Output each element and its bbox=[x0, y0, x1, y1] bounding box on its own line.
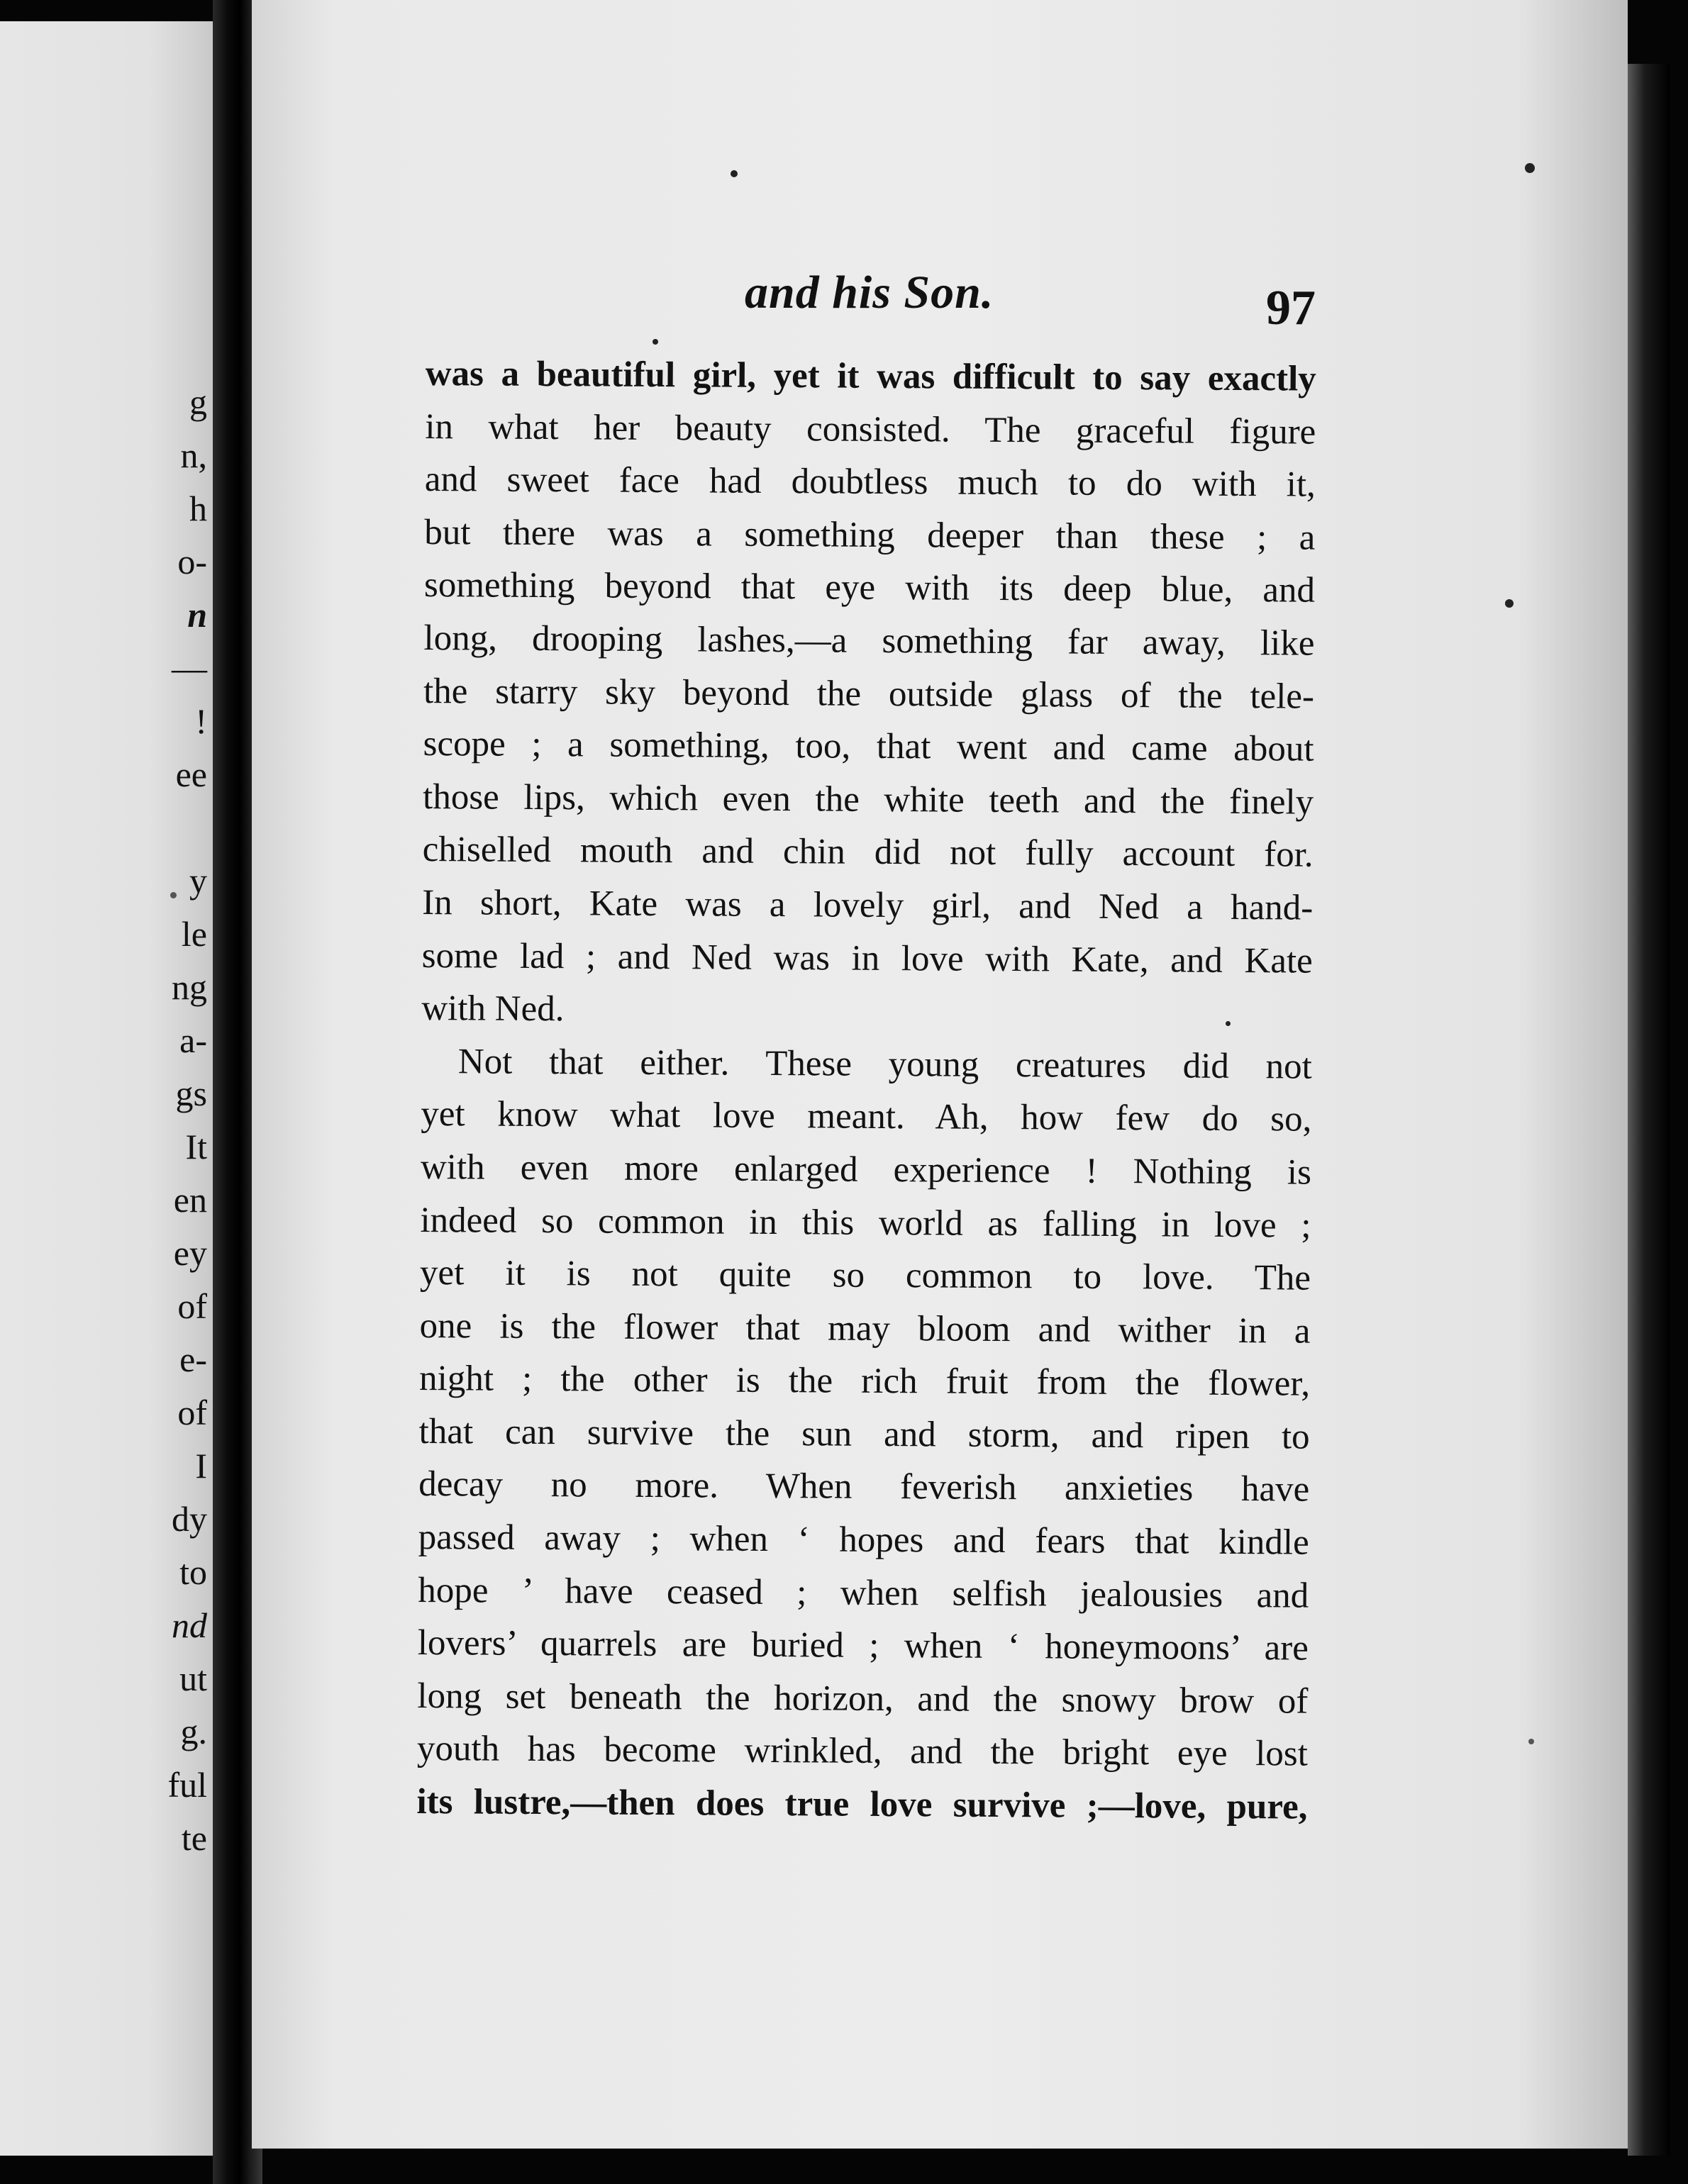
text-line: those lips, which even the white teeth and the finely bbox=[422, 776, 1314, 823]
left-line-end: of bbox=[177, 1286, 207, 1326]
scan-speck bbox=[731, 170, 738, 177]
text-line: in what her beauty consisted. The graceful figure bbox=[425, 406, 1316, 452]
left-line-end: ee bbox=[175, 754, 207, 794]
text-line: scope ; a something, too, that went and came about bbox=[423, 724, 1314, 769]
left-line-end: ng bbox=[172, 967, 207, 1007]
left-line-end: h bbox=[189, 489, 207, 528]
left-line-end: gs bbox=[175, 1074, 207, 1113]
left-line-end: a- bbox=[179, 1020, 207, 1060]
left-line-end: It bbox=[185, 1127, 207, 1166]
left-line-end: g. bbox=[180, 1712, 207, 1751]
text-line: something beyond that eye with its deep blue, and bbox=[423, 565, 1316, 611]
page-number: 97 bbox=[1266, 281, 1316, 335]
scan-speck bbox=[653, 339, 658, 345]
text-line: chiselled mouth and chin did not fully account for. bbox=[422, 830, 1314, 876]
text-line: that can survive the sun and storm, and ripen to bbox=[418, 1411, 1310, 1457]
text-line: In short, Kate was a lovely girl, and Ned a hand- bbox=[422, 882, 1314, 928]
text-line: and sweet face had doubtless much to do with it, bbox=[424, 459, 1316, 505]
left-line-end: te bbox=[181, 1818, 207, 1858]
text-line: the starry sky beyond the outside glass of the tele- bbox=[423, 671, 1315, 717]
text-line: one is the flower that may bloom and wither in a bbox=[419, 1305, 1311, 1352]
left-line-end: le bbox=[181, 914, 207, 954]
left-line-end: y bbox=[189, 861, 207, 901]
text-line: passed away ; when ‘ hopes and fears that kindle bbox=[418, 1517, 1309, 1563]
left-line-end: g bbox=[189, 382, 207, 422]
left-line-end: n, bbox=[180, 435, 207, 475]
left-line-end: nd bbox=[172, 1605, 207, 1645]
text-line: yet know what love meant. Ah, how few do so, bbox=[421, 1094, 1312, 1140]
text-line: yet it is not quite so common to love. The bbox=[419, 1253, 1311, 1298]
scan-speck bbox=[1226, 1021, 1231, 1026]
left-line-end: n bbox=[187, 595, 207, 635]
running-head: and his Son. bbox=[745, 267, 994, 318]
left-line-end: I bbox=[195, 1446, 207, 1486]
left-line-end: — bbox=[172, 648, 207, 688]
scan-speck bbox=[170, 892, 177, 898]
text-line: but there was a something deeper than these ; a bbox=[424, 512, 1316, 558]
left-line-end: ful bbox=[167, 1765, 207, 1805]
text-line: some lad ; and Ned was in love with Kate, and Kate bbox=[421, 935, 1313, 981]
left-line-end: ut bbox=[179, 1659, 207, 1698]
body-text bbox=[416, 347, 1316, 1834]
left-line-end: e- bbox=[179, 1339, 207, 1379]
left-line-end: to bbox=[179, 1552, 207, 1592]
left-line-end: ey bbox=[173, 1233, 207, 1273]
left-line-end: of bbox=[177, 1393, 207, 1432]
scan-speck bbox=[1505, 599, 1514, 608]
left-line-end: dy bbox=[172, 1499, 207, 1539]
text-line: long set beneath the horizon, and the snowy brow of bbox=[417, 1676, 1309, 1722]
text-line: with even more enlarged experience ! Nothing is bbox=[420, 1147, 1312, 1193]
text-line: youth has become wrinkled, and the bright eye lost bbox=[416, 1729, 1309, 1775]
text-line: hope ’ have ceased ; when selfish jealousies and bbox=[418, 1570, 1309, 1616]
scan-speck bbox=[1525, 163, 1535, 173]
text-line: indeed so common in this world as falling in love ; bbox=[420, 1200, 1311, 1246]
text-line: decay no more. When feverish anxieties have bbox=[418, 1464, 1310, 1510]
text-line: its lustre,—then does true love survive ;—love, pure, bbox=[416, 1781, 1308, 1827]
page-edge-shadow bbox=[1628, 64, 1670, 2156]
text-line: lovers’ quarrels are buried ; when ‘ honeymoons’ are bbox=[417, 1623, 1309, 1668]
left-line-end: en bbox=[173, 1180, 207, 1220]
left-page-line-ends bbox=[150, 376, 207, 1865]
scan-speck bbox=[1528, 1739, 1534, 1744]
text-line: long, drooping lashes,—a something far away, like bbox=[423, 618, 1315, 664]
paragraph-start-line: Not that either. These young creatures did not bbox=[457, 1042, 1312, 1087]
left-line-end: ! bbox=[195, 701, 207, 741]
left-line-end: o- bbox=[177, 542, 207, 581]
paragraph-end-line: with Ned. bbox=[421, 988, 565, 1030]
left-line-end bbox=[150, 801, 207, 854]
left-facing-page bbox=[0, 21, 213, 2156]
text-line: was a beautiful girl, yet it was difficult to say exactly bbox=[425, 353, 1316, 399]
text-line: night ; the other is the rich fruit from the flower, bbox=[418, 1359, 1311, 1404]
